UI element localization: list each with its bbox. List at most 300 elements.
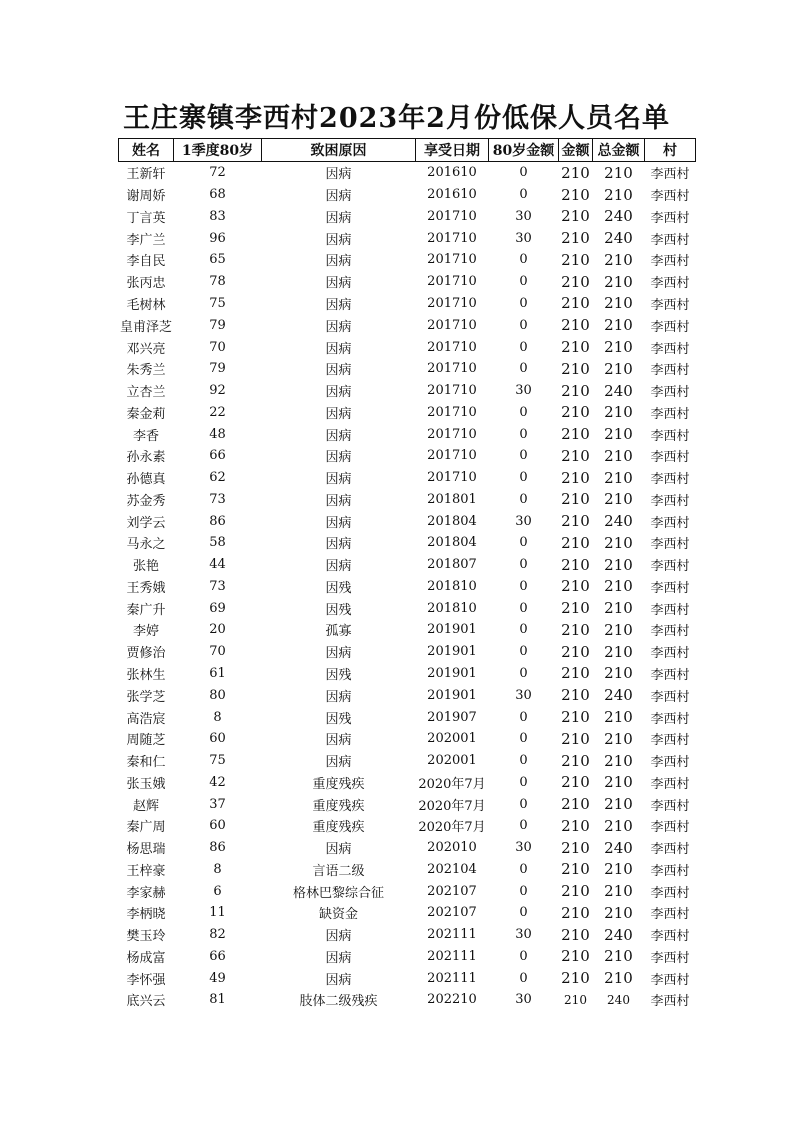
table-row	[119, 227, 696, 249]
cell-total-amount: 210	[604, 359, 633, 378]
cell-total-amount: 210	[604, 620, 633, 639]
cell-name: 李婷	[132, 624, 159, 640]
cell-start-date: 202111	[427, 948, 477, 964]
table-row	[119, 576, 696, 598]
cell-reason: 因病	[325, 406, 352, 422]
cell-start-date: 201710	[427, 448, 477, 464]
cell-reason: 因病	[325, 515, 352, 531]
table-row	[119, 793, 696, 815]
table-row	[119, 510, 696, 532]
cell-amount: 210	[561, 599, 590, 618]
cell-village: 李西村	[650, 210, 690, 226]
cell-80-amount: 0	[519, 426, 528, 442]
table-row	[119, 162, 696, 184]
cell-age: 82	[209, 927, 226, 943]
cell-total-amount: 240	[604, 207, 633, 226]
cell-village: 李西村	[650, 733, 690, 749]
cell-village: 李西村	[650, 624, 690, 640]
cell-reason: 因病	[325, 755, 352, 771]
cell-age: 75	[209, 295, 226, 311]
cell-village: 李西村	[650, 667, 690, 683]
table-row	[119, 771, 696, 793]
cell-age: 80	[209, 687, 226, 703]
cell-age: 58	[209, 535, 226, 551]
cell-name: 杨成富	[126, 950, 166, 966]
table-row	[119, 597, 696, 619]
header-amount: 金额	[559, 139, 593, 162]
cell-total-amount: 210	[604, 185, 633, 204]
cell-age: 79	[209, 361, 226, 377]
cell-age: 70	[209, 339, 226, 355]
cell-80-amount: 0	[519, 295, 528, 311]
cell-age: 81	[209, 992, 226, 1008]
cell-start-date: 201710	[427, 470, 477, 486]
cell-village: 李西村	[650, 167, 690, 183]
cell-start-date: 201810	[427, 578, 477, 594]
cell-80-amount: 0	[519, 796, 528, 812]
cell-age: 61	[209, 665, 226, 681]
cell-start-date: 201901	[427, 665, 477, 681]
cell-village: 李西村	[650, 406, 690, 422]
header-age: 1季度80岁	[174, 139, 262, 162]
cell-age: 8	[213, 709, 222, 725]
cell-start-date: 201901	[427, 622, 477, 638]
cell-reason: 因病	[325, 733, 352, 749]
cell-total-amount: 210	[604, 294, 633, 313]
cell-total-amount: 210	[604, 163, 633, 182]
cell-start-date: 201710	[427, 208, 477, 224]
cell-reason: 因病	[325, 232, 352, 248]
cell-name: 张玉娥	[126, 776, 166, 792]
cell-name: 皇甫泽芝	[119, 319, 172, 335]
cell-age: 37	[209, 796, 226, 812]
cell-80-amount: 0	[519, 317, 528, 333]
cell-village: 李西村	[650, 450, 690, 466]
cell-amount: 210	[561, 947, 590, 966]
cell-amount: 210	[564, 992, 587, 1007]
cell-village: 李西村	[650, 297, 690, 313]
cell-amount: 210	[561, 381, 590, 400]
cell-village: 李西村	[650, 755, 690, 771]
cell-amount: 210	[561, 816, 590, 835]
table-row	[119, 336, 696, 358]
cell-80-amount: 0	[519, 252, 528, 268]
cell-village: 李西村	[650, 689, 690, 705]
cell-total-amount: 240	[604, 925, 633, 944]
cell-name: 李广兰	[126, 232, 166, 248]
cell-age: 75	[209, 753, 226, 769]
cell-amount: 210	[561, 185, 590, 204]
cell-80-amount: 0	[519, 274, 528, 290]
cell-80-amount: 0	[519, 535, 528, 551]
cell-total-amount: 240	[604, 381, 633, 400]
table-row	[119, 706, 696, 728]
header-village: 村	[645, 139, 696, 162]
cell-total-amount: 210	[604, 664, 633, 683]
cell-amount: 210	[561, 250, 590, 269]
cell-total-amount: 210	[604, 947, 633, 966]
table-row	[119, 967, 696, 989]
cell-village: 李西村	[650, 907, 690, 923]
cell-total-amount: 240	[604, 838, 633, 857]
cell-reason: 缺资金	[318, 907, 358, 923]
cell-village: 李西村	[650, 972, 690, 988]
cell-reason: 言语二级	[312, 863, 365, 879]
cell-total-amount: 210	[604, 642, 633, 661]
cell-reason: 孤寡	[325, 624, 352, 640]
cell-age: 72	[209, 165, 226, 181]
cell-start-date: 202001	[427, 753, 477, 769]
cell-reason: 因病	[325, 254, 352, 270]
cell-start-date: 201710	[427, 404, 477, 420]
cell-reason: 因病	[325, 689, 352, 705]
cell-start-date: 201710	[427, 361, 477, 377]
header-name: 姓名	[119, 139, 174, 162]
cell-age: 22	[209, 404, 226, 420]
cell-start-date: 201710	[427, 317, 477, 333]
table-row	[119, 815, 696, 837]
table-row	[119, 728, 696, 750]
cell-name: 刘学云	[126, 515, 166, 531]
cell-name: 张学芝	[126, 689, 166, 705]
cell-name: 邓兴亮	[126, 341, 166, 357]
table-row	[119, 880, 696, 902]
cell-reason: 因病	[325, 297, 352, 313]
cell-80-amount: 0	[519, 970, 528, 986]
cell-80-amount: 30	[515, 208, 532, 224]
cell-village: 李西村	[650, 276, 690, 292]
cell-village: 李西村	[650, 842, 690, 858]
cell-start-date: 202010	[427, 840, 477, 856]
cell-age: 69	[209, 600, 226, 616]
cell-80-amount: 30	[515, 927, 532, 943]
cell-reason: 因病	[325, 210, 352, 226]
cell-reason: 因病	[325, 276, 352, 292]
cell-reason: 重度残疾	[312, 820, 365, 836]
cell-amount: 210	[561, 577, 590, 596]
cell-amount: 210	[561, 773, 590, 792]
cell-80-amount: 30	[515, 840, 532, 856]
cell-amount: 210	[561, 359, 590, 378]
cell-start-date: 2020年7月	[418, 820, 486, 836]
cell-village: 李西村	[650, 711, 690, 727]
cell-village: 李西村	[650, 863, 690, 879]
cell-age: 65	[209, 252, 226, 268]
cell-total-amount: 240	[604, 512, 633, 531]
cell-reason: 重度残疾	[312, 798, 365, 814]
cell-name: 底兴云	[126, 994, 166, 1010]
cell-name: 李家赫	[126, 885, 166, 901]
cell-reason: 因病	[325, 929, 352, 945]
header-total-amount: 总金额	[593, 139, 645, 162]
cell-total-amount: 210	[604, 729, 633, 748]
cell-80-amount: 30	[515, 383, 532, 399]
cell-amount: 210	[561, 642, 590, 661]
cell-80-amount: 0	[519, 883, 528, 899]
cell-reason: 因病	[325, 167, 352, 183]
table-row	[119, 663, 696, 685]
cell-reason: 因病	[325, 428, 352, 444]
cell-80-amount: 0	[519, 557, 528, 573]
cell-amount: 210	[561, 925, 590, 944]
cell-name: 张艳	[132, 559, 159, 575]
cell-village: 李西村	[650, 602, 690, 618]
cell-start-date: 201907	[427, 709, 477, 725]
cell-age: 96	[209, 230, 226, 246]
cell-total-amount: 240	[607, 992, 630, 1007]
cell-reason: 因病	[325, 385, 352, 401]
cell-start-date: 202107	[427, 883, 477, 899]
cell-80-amount: 30	[515, 687, 532, 703]
cell-age: 70	[209, 644, 226, 660]
table-row	[119, 184, 696, 206]
cell-village: 李西村	[650, 820, 690, 836]
cell-80-amount: 0	[519, 491, 528, 507]
cell-total-amount: 210	[604, 250, 633, 269]
cell-name: 杨思瑞	[126, 842, 166, 858]
cell-reason: 因病	[325, 472, 352, 488]
cell-total-amount: 210	[604, 816, 633, 835]
cell-age: 73	[209, 491, 226, 507]
cell-80-amount: 0	[519, 165, 528, 181]
cell-village: 李西村	[650, 537, 690, 553]
table-row	[119, 902, 696, 924]
cell-80-amount: 0	[519, 905, 528, 921]
cell-start-date: 201901	[427, 644, 477, 660]
cell-80-amount: 0	[519, 948, 528, 964]
cell-reason: 因残	[325, 580, 352, 596]
cell-reason: 因病	[325, 537, 352, 553]
cell-80-amount: 30	[515, 513, 532, 529]
cell-80-amount: 0	[519, 665, 528, 681]
table-row	[119, 314, 696, 336]
cell-age: 49	[209, 970, 226, 986]
cell-age: 86	[209, 840, 226, 856]
cell-80-amount: 0	[519, 818, 528, 834]
cell-start-date: 201610	[427, 165, 477, 181]
cell-reason: 因病	[325, 646, 352, 662]
cell-reason: 因病	[325, 450, 352, 466]
cell-age: 60	[209, 731, 226, 747]
document-title: 王庄寨镇李西村2023年2月份低保人员名单	[123, 103, 670, 134]
table-row	[119, 271, 696, 293]
cell-amount: 210	[561, 446, 590, 465]
cell-name: 秦金莉	[126, 406, 166, 422]
cell-name: 谢周娇	[126, 189, 166, 205]
cell-start-date: 201901	[427, 687, 477, 703]
cell-village: 李西村	[650, 515, 690, 531]
cell-start-date: 201710	[427, 295, 477, 311]
cell-80-amount: 0	[519, 622, 528, 638]
cell-total-amount: 210	[604, 882, 633, 901]
table-body	[119, 162, 696, 1011]
table-row	[119, 401, 696, 423]
cell-name: 赵辉	[132, 798, 159, 814]
cell-start-date: 202107	[427, 905, 477, 921]
cell-start-date: 2020年7月	[418, 776, 486, 792]
cell-name: 李自民	[126, 254, 166, 270]
cell-amount: 210	[561, 316, 590, 335]
cell-name: 王新轩	[126, 167, 166, 183]
cell-total-amount: 210	[604, 795, 633, 814]
cell-age: 79	[209, 317, 226, 333]
cell-name: 丁言英	[126, 210, 166, 226]
cell-age: 48	[209, 426, 226, 442]
cell-80-amount: 0	[519, 404, 528, 420]
cell-amount: 210	[561, 708, 590, 727]
cell-total-amount: 240	[604, 686, 633, 705]
table-row	[119, 924, 696, 946]
cell-village: 李西村	[650, 319, 690, 335]
cell-80-amount: 0	[519, 731, 528, 747]
cell-80-amount: 0	[519, 578, 528, 594]
cell-amount: 210	[561, 490, 590, 509]
cell-80-amount: 0	[519, 644, 528, 660]
cell-amount: 210	[561, 425, 590, 444]
table-row	[119, 467, 696, 489]
cell-80-amount: 0	[519, 339, 528, 355]
cell-name: 贾修治	[126, 646, 166, 662]
table-row	[119, 554, 696, 576]
cell-total-amount: 240	[604, 229, 633, 248]
cell-age: 68	[209, 187, 226, 203]
cell-village: 李西村	[650, 189, 690, 205]
cell-total-amount: 210	[604, 751, 633, 770]
cell-total-amount: 210	[604, 773, 633, 792]
cell-total-amount: 210	[604, 446, 633, 465]
cell-amount: 210	[561, 468, 590, 487]
cell-start-date: 201804	[427, 535, 477, 551]
cell-start-date: 201710	[427, 252, 477, 268]
cell-village: 李西村	[650, 559, 690, 575]
cell-80-amount: 0	[519, 774, 528, 790]
cell-start-date: 201710	[427, 339, 477, 355]
header-reason: 致困原因	[262, 139, 416, 162]
cell-80-amount: 0	[519, 600, 528, 616]
cell-amount: 210	[561, 729, 590, 748]
cell-name: 马永之	[126, 537, 166, 553]
cell-start-date: 201710	[427, 230, 477, 246]
cell-village: 李西村	[650, 385, 690, 401]
cell-start-date: 201710	[427, 274, 477, 290]
cell-total-amount: 210	[604, 577, 633, 596]
cell-amount: 210	[561, 838, 590, 857]
cell-name: 立杏兰	[126, 385, 166, 401]
cell-name: 秦广升	[126, 602, 166, 618]
cell-village: 李西村	[650, 232, 690, 248]
cell-age: 78	[209, 274, 226, 290]
cell-amount: 210	[561, 555, 590, 574]
cell-reason: 因病	[325, 950, 352, 966]
cell-village: 李西村	[650, 580, 690, 596]
cell-village: 李西村	[650, 798, 690, 814]
cell-amount: 210	[561, 882, 590, 901]
cell-amount: 210	[561, 860, 590, 879]
cell-village: 李西村	[650, 493, 690, 509]
cell-80-amount: 0	[519, 470, 528, 486]
cell-amount: 210	[561, 533, 590, 552]
cell-reason: 因残	[325, 602, 352, 618]
cell-amount: 210	[561, 751, 590, 770]
cell-start-date: 201807	[427, 557, 477, 573]
cell-amount: 210	[561, 969, 590, 988]
cell-start-date: 202111	[427, 927, 477, 943]
cell-80-amount: 0	[519, 187, 528, 203]
table-row	[119, 946, 696, 968]
cell-reason: 因病	[325, 842, 352, 858]
cell-reason: 重度残疾	[312, 776, 365, 792]
cell-total-amount: 210	[604, 403, 633, 422]
cell-age: 66	[209, 448, 226, 464]
cell-80-amount: 0	[519, 709, 528, 725]
cell-amount: 210	[561, 512, 590, 531]
header-80-amount: 80岁金额	[489, 139, 559, 162]
cell-total-amount: 210	[604, 272, 633, 291]
cell-total-amount: 210	[604, 468, 633, 487]
recipient-table	[118, 138, 696, 1011]
cell-amount: 210	[561, 664, 590, 683]
cell-age: 8	[213, 861, 222, 877]
table-row	[119, 293, 696, 315]
cell-start-date: 202104	[427, 861, 477, 877]
cell-name: 秦和仁	[126, 755, 166, 771]
table-row	[119, 206, 696, 228]
cell-80-amount: 0	[519, 861, 528, 877]
cell-80-amount: 0	[519, 361, 528, 377]
cell-amount: 210	[561, 795, 590, 814]
cell-reason: 因病	[325, 559, 352, 575]
cell-amount: 210	[561, 272, 590, 291]
table-row	[119, 445, 696, 467]
cell-village: 李西村	[650, 885, 690, 901]
cell-age: 6	[213, 883, 222, 899]
table-row	[119, 358, 696, 380]
cell-amount: 210	[561, 294, 590, 313]
cell-total-amount: 210	[604, 708, 633, 727]
cell-reason: 因病	[325, 189, 352, 205]
table-row	[119, 750, 696, 772]
cell-name: 张丙忠	[126, 276, 166, 292]
cell-reason: 因病	[325, 363, 352, 379]
cell-reason: 因病	[325, 493, 352, 509]
cell-age: 60	[209, 818, 226, 834]
cell-amount: 210	[561, 903, 590, 922]
cell-start-date: 202111	[427, 970, 477, 986]
cell-total-amount: 210	[604, 903, 633, 922]
table-row	[119, 488, 696, 510]
cell-name: 张林生	[126, 667, 166, 683]
cell-name: 毛树林	[126, 297, 166, 313]
cell-age: 11	[209, 905, 226, 921]
table-row	[119, 380, 696, 402]
cell-village: 李西村	[650, 428, 690, 444]
header-row	[119, 139, 696, 162]
cell-age: 62	[209, 470, 226, 486]
cell-amount: 210	[561, 163, 590, 182]
table-row	[119, 423, 696, 445]
cell-name: 周随芝	[126, 733, 166, 749]
cell-age: 42	[209, 774, 226, 790]
cell-amount: 210	[561, 403, 590, 422]
cell-amount: 210	[561, 620, 590, 639]
cell-total-amount: 210	[604, 969, 633, 988]
cell-total-amount: 210	[604, 860, 633, 879]
cell-amount: 210	[561, 207, 590, 226]
cell-age: 92	[209, 383, 226, 399]
header-start-date: 享受日期	[416, 139, 489, 162]
table-row	[119, 641, 696, 663]
cell-start-date: 201610	[427, 187, 477, 203]
